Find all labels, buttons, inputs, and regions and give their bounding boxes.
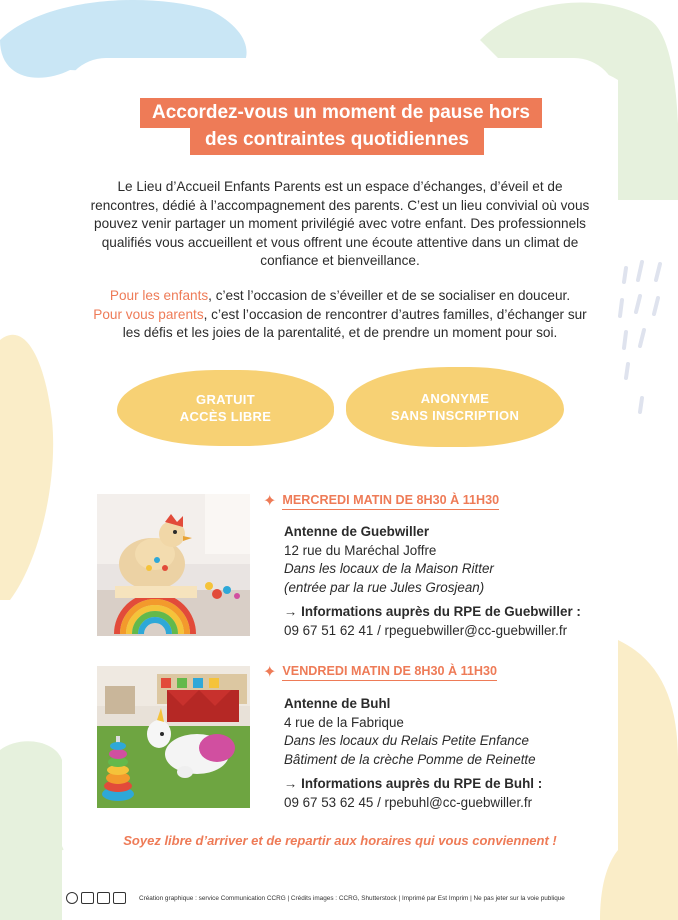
- schedule-1-title: MERCREDI MATIN DE 8H30 À 11H30: [282, 493, 499, 510]
- title-line-1: Accordez-vous un moment de pause hors: [140, 98, 542, 128]
- schedule-2-detail1: Dans les locaux du Relais Petite Enfance: [284, 733, 529, 749]
- footer: [66, 890, 565, 906]
- triman-icon: [66, 892, 78, 904]
- badge-free-access: [117, 370, 334, 446]
- badge-free-line2: ACCÈS LIBRE: [179, 409, 272, 424]
- closing-note: Soyez libre d’arriver et de repartir aux horaires qui vous conviennent !: [123, 833, 557, 848]
- badge-anonymous-line2: SANS INSCRIPTION: [390, 408, 520, 423]
- title-line-2: des contraintes quotidiennes: [190, 125, 484, 155]
- audience-paragraph: [88, 287, 592, 343]
- badge-anonymous-line1: ANONYME: [420, 391, 490, 406]
- parents-line: [88, 306, 592, 343]
- schedule-2-info: → Informations auprès du RPE de Buhl :: [284, 776, 543, 792]
- badge-anonymous: [346, 367, 564, 447]
- schedule-1-info: → Informations auprès du RPE de Guebwiller :: [284, 604, 581, 620]
- recycling-info-icon: [81, 892, 94, 904]
- badge-free-line1: GRATUIT: [196, 392, 255, 407]
- schedule-2-details: [284, 695, 604, 813]
- children-text: , c’est l’occasion de s’éveiller et de se socialiser en douceur.: [208, 288, 571, 303]
- schedule-1-detail1: Dans les locaux de la Maison Ritter: [284, 561, 494, 577]
- schedule-1-detail2: (entrée par la rue Jules Grosjean): [284, 579, 485, 595]
- schedule-1-contact: 09 67 51 62 41 / rpeguebwiller@cc-guebwiller.fr: [284, 622, 568, 638]
- children-label: Pour les enfants: [109, 288, 209, 303]
- footer-credits: Création graphique : service Communication CCRG | Crédits images : CCRG, Shutterstock | Imprimé par Est Imprim | Ne pas jeter sur la voie publique: [139, 894, 565, 902]
- intro-paragraph: Le Lieu d’Accueil Enfants Parents est un espace d’échanges, d’éveil et de rencontres, dédié à l’accompagnement des parents. C’est un lieu convivial où vous pouvez venir partager un moment privilégié avec votre enfant. Des professionnels qualifiés vous accueillent et vous offrent une écoute attentive dans un climat de confiance et bienveillance.: [90, 179, 590, 269]
- children-line: [88, 287, 592, 306]
- schedule-1-details: [284, 523, 604, 641]
- parents-text: , c’est l’occasion de rencontrer d’autres familles, d’échanger sur les défis et les joies de la parentalité, et de prendre un moment pour soi.: [122, 306, 587, 341]
- schedule-2-detail2: Bâtiment de la crèche Pomme de Reinette: [284, 751, 536, 767]
- schedule-1-header: [263, 493, 499, 510]
- schedule-2-header: [263, 664, 497, 681]
- paper-icon: [97, 892, 110, 904]
- schedule-1-address: 12 rue du Maréchal Joffre: [284, 542, 437, 558]
- schedule-2-title: VENDREDI MATIN DE 8H30 À 11H30: [282, 664, 497, 681]
- photo-wooden-toy: [97, 494, 250, 636]
- parents-label: Pour vous parents: [93, 306, 204, 322]
- schedule-2-name: Antenne de Buhl: [284, 696, 391, 711]
- schedule-2-contact: 09 67 53 62 45 / rpebuhl@cc-guebwiller.fr: [284, 794, 533, 810]
- bin-icon: [113, 892, 126, 904]
- sparkle-icon: ✦: [263, 663, 277, 681]
- schedule-1-name: Antenne de Guebwiller: [284, 524, 430, 539]
- schedule-2-address: 4 rue de la Fabrique: [284, 714, 404, 730]
- sparkle-icon: ✦: [263, 492, 277, 510]
- photo-playroom: [97, 666, 250, 808]
